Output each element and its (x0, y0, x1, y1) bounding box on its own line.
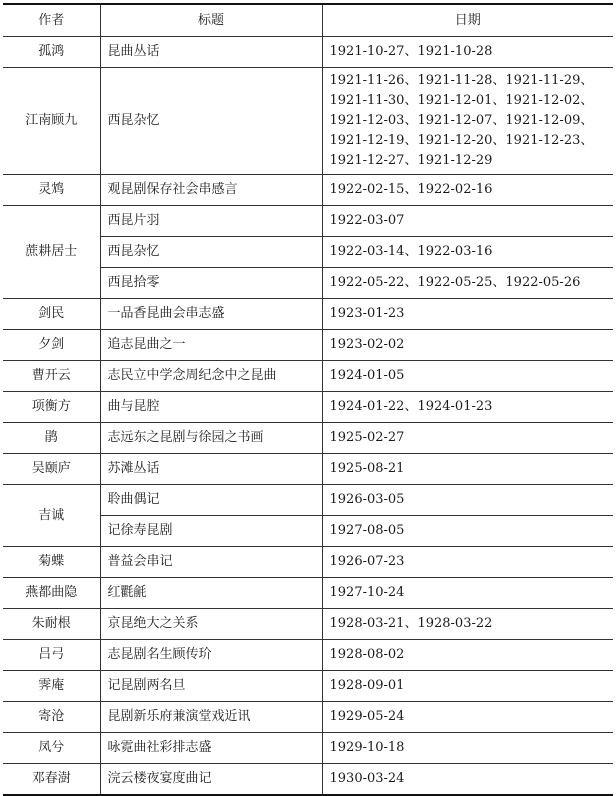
author-cell: 凤兮 (3, 733, 100, 764)
title-cell: 昆剧新乐府兼演堂戏近讯 (100, 702, 322, 733)
table-row (3, 330, 613, 361)
date-cell: 1922-03-07 (322, 206, 613, 237)
author-cell: 寄沧 (3, 702, 100, 733)
date-cell: 1925-02-27 (322, 423, 613, 454)
table-row (3, 423, 613, 454)
table-row (3, 671, 613, 702)
title-cell: 红氍毹 (100, 578, 322, 609)
author-cell: 灵鸩 (3, 175, 100, 206)
header-date: 日期 (322, 4, 613, 37)
title-cell: 浣云楼夜宴度曲记 (100, 764, 322, 795)
date-cell: 1921-10-27、1921-10-28 (322, 37, 613, 68)
table-row (3, 206, 613, 237)
date-cell: 1928-09-01 (322, 671, 613, 702)
date-cell: 1923-02-02 (322, 330, 613, 361)
title-cell: 西昆杂忆 (100, 68, 322, 175)
table-row (3, 454, 613, 485)
header-row (3, 4, 613, 37)
author-cell: 燕都曲隐 (3, 578, 100, 609)
title-cell: 记徐寿昆剧 (100, 516, 322, 547)
title-cell: 一品香昆曲会串志盛 (100, 299, 322, 330)
author-cell: 朱耐根 (3, 609, 100, 640)
table-row (3, 68, 613, 175)
author-cell: 吕弓 (3, 640, 100, 671)
header-title: 标题 (100, 4, 322, 37)
article-table (3, 3, 613, 796)
date-cell: 1927-10-24 (322, 578, 613, 609)
title-cell: 志民立中学念周纪念中之昆曲 (100, 361, 322, 392)
title-cell: 西昆杂忆 (100, 237, 322, 268)
date-cell: 1926-07-23 (322, 547, 613, 578)
author-cell: 曹开云 (3, 361, 100, 392)
title-cell: 追志昆曲之一 (100, 330, 322, 361)
date-cell: 1926-03-05 (322, 485, 613, 516)
title-cell: 西昆拾零 (100, 268, 322, 299)
title-cell: 记昆剧两名旦 (100, 671, 322, 702)
date-cell: 1928-03-21、1928-03-22 (322, 609, 613, 640)
table-row (3, 175, 613, 206)
table-row (3, 733, 613, 764)
title-cell: 志远东之昆剧与徐园之书画 (100, 423, 322, 454)
title-cell: 西昆片羽 (100, 206, 322, 237)
table-row (3, 299, 613, 330)
author-cell: 吉诚 (3, 485, 100, 547)
date-cell: 1924-01-22、1924-01-23 (322, 392, 613, 423)
table-body (3, 37, 613, 795)
table-row (3, 609, 613, 640)
author-cell: 江南顾九 (3, 68, 100, 175)
table-header (3, 4, 613, 37)
author-cell: 孤鸿 (3, 37, 100, 68)
date-cell: 1930-03-24 (322, 764, 613, 795)
table-row (3, 547, 613, 578)
date-cell: 1928-08-02 (322, 640, 613, 671)
author-cell: 蔗耕居士 (3, 206, 100, 299)
title-cell: 昆曲丛话 (100, 37, 322, 68)
author-cell: 鹃 (3, 423, 100, 454)
author-cell: 邓春澍 (3, 764, 100, 795)
author-cell: 霁庵 (3, 671, 100, 702)
date-cell: 1927-08-05 (322, 516, 613, 547)
author-cell: 吴颐庐 (3, 454, 100, 485)
date-cell: 1922-02-15、1922-02-16 (322, 175, 613, 206)
date-cell: 1922-03-14、1922-03-16 (322, 237, 613, 268)
title-cell: 聆曲偶记 (100, 485, 322, 516)
title-cell: 京昆绝大之关系 (100, 609, 322, 640)
author-cell: 项衡方 (3, 392, 100, 423)
table-row (3, 392, 613, 423)
date-cell: 1925-08-21 (322, 454, 613, 485)
date-cell: 1924-01-05 (322, 361, 613, 392)
header-author: 作者 (3, 4, 100, 37)
table-row (3, 578, 613, 609)
table-row (3, 485, 613, 516)
date-cell: 1922-05-22、1922-05-25、1922-05-26 (322, 268, 613, 299)
title-cell: 志昆剧名生顾传玠 (100, 640, 322, 671)
title-cell: 普益会串记 (100, 547, 322, 578)
table-row (3, 361, 613, 392)
date-cell: 1929-10-18 (322, 733, 613, 764)
title-cell: 苏滩丛话 (100, 454, 322, 485)
author-cell: 剑民 (3, 299, 100, 330)
table-row (3, 37, 613, 68)
date-cell: 1929-05-24 (322, 702, 613, 733)
author-cell: 菊蝶 (3, 547, 100, 578)
date-cell: 1923-01-23 (322, 299, 613, 330)
title-cell: 曲与昆腔 (100, 392, 322, 423)
date-cell: 1921-11-26、1921-11-28、1921-11-29、1921-11-30、1921-12-01、1921-12-02、1921-12-03、1921-12-07、1921-12-09、1921-12-19、1921-12-20、1921-12-23、1921-12-27、1921-12-29 (322, 68, 613, 175)
author-cell: 夕剑 (3, 330, 100, 361)
table-row (3, 702, 613, 733)
table-row (3, 764, 613, 795)
table-row (3, 640, 613, 671)
title-cell: 观昆剧保存社会串感言 (100, 175, 322, 206)
title-cell: 咏霓曲社彩排志盛 (100, 733, 322, 764)
